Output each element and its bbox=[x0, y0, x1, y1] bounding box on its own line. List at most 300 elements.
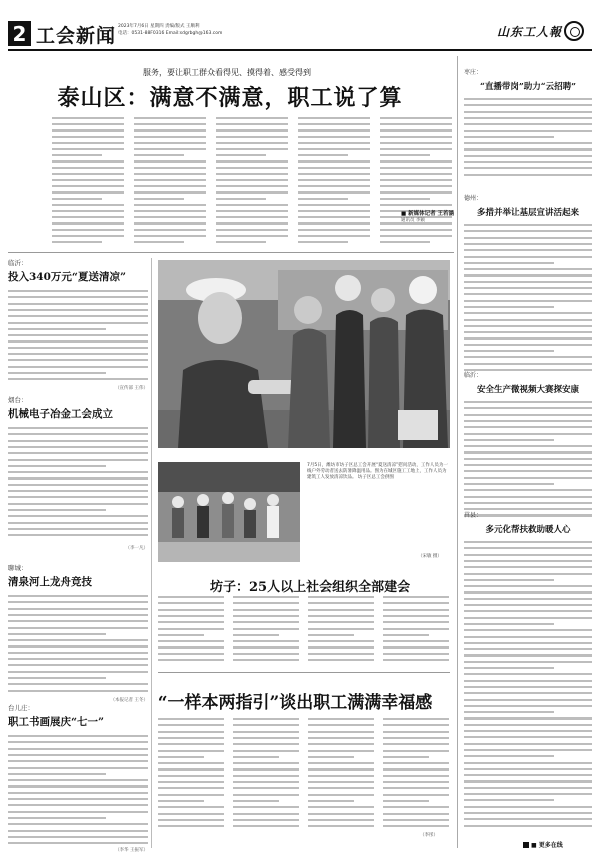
text-line bbox=[52, 148, 124, 150]
text-column bbox=[383, 718, 449, 831]
text-line bbox=[308, 609, 374, 611]
text-line bbox=[383, 737, 449, 739]
text-line bbox=[464, 319, 592, 321]
text-line bbox=[52, 167, 124, 169]
text-line bbox=[233, 750, 299, 752]
text-line bbox=[134, 167, 206, 169]
text-line bbox=[308, 628, 374, 630]
text-line bbox=[8, 353, 148, 355]
text-line bbox=[464, 161, 592, 163]
brief-headline: 机械电子冶金工会成立 bbox=[8, 408, 113, 420]
brief-place: 台儿庄： bbox=[8, 704, 34, 712]
text-line bbox=[464, 680, 592, 682]
text-line bbox=[464, 300, 592, 302]
text-line bbox=[298, 185, 370, 187]
text-line bbox=[464, 414, 592, 416]
text-line bbox=[464, 547, 592, 549]
text-line bbox=[233, 737, 299, 739]
text-line bbox=[380, 198, 430, 200]
brief-body-text bbox=[8, 595, 148, 697]
text-line bbox=[216, 136, 288, 138]
text-line bbox=[8, 315, 148, 317]
text-line bbox=[233, 615, 299, 617]
text-line bbox=[383, 634, 429, 636]
text-line bbox=[383, 615, 449, 617]
square-icon bbox=[523, 842, 529, 848]
text-line bbox=[52, 222, 124, 224]
text-line bbox=[464, 117, 592, 119]
text-line bbox=[233, 634, 279, 636]
text-line bbox=[464, 464, 592, 466]
text-line bbox=[308, 596, 374, 598]
text-line bbox=[383, 640, 449, 642]
text-line bbox=[464, 774, 592, 776]
text-line bbox=[8, 290, 148, 292]
text-line bbox=[383, 653, 449, 655]
text-line bbox=[464, 470, 592, 472]
brief-headline: 投入340万元“夏送清凉” bbox=[8, 271, 126, 283]
text-line bbox=[464, 477, 592, 479]
text-line bbox=[380, 204, 452, 206]
right-brief-linyi-safety bbox=[464, 370, 592, 519]
text-line bbox=[308, 781, 374, 783]
text-line bbox=[464, 325, 592, 327]
text-line bbox=[233, 628, 299, 630]
brief-byline: （宣传部 王伟） bbox=[115, 386, 148, 391]
text-line bbox=[464, 142, 592, 144]
text-line bbox=[134, 185, 206, 187]
text-line bbox=[158, 781, 224, 783]
text-line bbox=[383, 731, 449, 733]
text-line bbox=[380, 191, 452, 193]
right-brief-body-text bbox=[464, 224, 592, 372]
photo-caption: 7月5日，潍坊市坊子区总工会开展“夏送清凉”慰问活动，工作人员为一线户外劳动者送去防暑降温用品。图为在城区施工工地上，工作人员为建筑工人发放清凉饮品。 坊子区总工会供图 bbox=[307, 463, 448, 480]
text-line bbox=[8, 633, 106, 635]
text-line bbox=[134, 179, 206, 181]
text-line bbox=[52, 235, 124, 237]
text-line bbox=[464, 155, 592, 157]
text-line bbox=[216, 241, 266, 243]
workers-photo-drawing bbox=[158, 462, 300, 562]
text-line bbox=[216, 222, 288, 224]
text-line bbox=[464, 123, 592, 125]
text-line bbox=[158, 609, 224, 611]
text-line bbox=[464, 686, 592, 688]
lead-kicker: 服务，要让职工群众看得见、摸得着、感受得到 bbox=[143, 68, 311, 77]
text-line bbox=[8, 452, 148, 454]
right-brief-headline: 安全生产微视频大赛探安康 bbox=[476, 385, 579, 395]
text-line bbox=[233, 621, 299, 623]
text-line bbox=[464, 825, 592, 827]
text-column bbox=[308, 718, 374, 831]
text-line bbox=[134, 229, 206, 231]
text-line bbox=[8, 735, 148, 737]
right-brief-zaozhuang bbox=[464, 67, 592, 180]
lead-body-text bbox=[52, 117, 454, 249]
text-column bbox=[298, 117, 370, 247]
text-line bbox=[216, 160, 288, 162]
text-line bbox=[380, 235, 452, 237]
text-line bbox=[464, 312, 592, 314]
text-line bbox=[380, 129, 452, 131]
text-line bbox=[464, 293, 592, 295]
brief-byline: （本报记者 王冬） bbox=[110, 698, 148, 703]
text-line bbox=[134, 136, 206, 138]
text-line bbox=[464, 136, 554, 138]
text-line bbox=[464, 554, 592, 556]
text-line bbox=[8, 767, 148, 769]
text-line bbox=[380, 148, 452, 150]
text-line bbox=[380, 136, 452, 138]
text-line bbox=[464, 661, 592, 663]
text-line bbox=[464, 356, 592, 358]
text-line bbox=[8, 836, 148, 838]
text-line bbox=[8, 773, 106, 775]
text-line bbox=[464, 433, 592, 435]
text-line bbox=[52, 179, 124, 181]
text-line bbox=[383, 628, 449, 630]
right-brief-headline: 多措并举让基层宣讲活起来 bbox=[476, 208, 579, 218]
text-line bbox=[308, 787, 374, 789]
volunteers-photo bbox=[158, 260, 450, 448]
right-column-divider bbox=[457, 56, 458, 848]
text-line bbox=[298, 167, 370, 169]
text-line bbox=[52, 160, 124, 162]
right-brief-place: 枣庄： bbox=[464, 69, 483, 76]
text-line bbox=[158, 621, 224, 623]
text-line bbox=[216, 210, 288, 212]
bottom-body-text bbox=[158, 718, 450, 850]
text-line bbox=[308, 743, 374, 745]
fangzi-body-text bbox=[158, 596, 450, 668]
left-column-divider bbox=[151, 258, 152, 848]
text-line bbox=[298, 123, 370, 125]
text-line bbox=[216, 229, 288, 231]
text-line bbox=[464, 337, 592, 339]
text-line bbox=[308, 621, 374, 623]
text-line bbox=[464, 598, 592, 600]
text-line bbox=[464, 573, 592, 575]
bottom-story-rule bbox=[158, 672, 450, 673]
text-line bbox=[298, 117, 370, 119]
text-line bbox=[298, 160, 370, 162]
text-line bbox=[464, 736, 592, 738]
text-line bbox=[216, 235, 288, 237]
text-line bbox=[308, 640, 374, 642]
text-line bbox=[464, 623, 554, 625]
text-line bbox=[464, 281, 592, 283]
text-line bbox=[134, 142, 206, 144]
text-line bbox=[308, 775, 374, 777]
text-line bbox=[380, 160, 452, 162]
text-line bbox=[383, 659, 449, 661]
text-line bbox=[380, 117, 452, 119]
brief-yantai bbox=[8, 395, 148, 551]
text-line bbox=[8, 477, 148, 479]
text-line bbox=[158, 640, 224, 642]
text-line bbox=[216, 154, 266, 156]
text-line bbox=[383, 756, 429, 758]
text-line bbox=[380, 167, 452, 169]
lead-byline: ■ 新媒体记者 王若涵 bbox=[401, 211, 455, 217]
union-emblem-icon bbox=[564, 21, 584, 41]
issue-meta bbox=[118, 23, 248, 37]
text-line bbox=[308, 653, 374, 655]
volunteers-photo-drawing bbox=[158, 260, 450, 448]
text-line bbox=[158, 775, 224, 777]
text-line bbox=[8, 427, 148, 429]
text-line bbox=[216, 117, 288, 119]
text-line bbox=[233, 602, 299, 604]
text-line bbox=[464, 489, 592, 491]
text-line bbox=[464, 610, 592, 612]
text-line bbox=[158, 737, 224, 739]
text-line bbox=[233, 743, 299, 745]
text-line bbox=[8, 595, 148, 597]
text-line bbox=[464, 780, 592, 782]
text-line bbox=[134, 235, 206, 237]
text-column bbox=[134, 117, 206, 247]
text-line bbox=[8, 484, 148, 486]
text-line bbox=[134, 117, 206, 119]
text-line bbox=[216, 185, 288, 187]
text-line bbox=[233, 646, 299, 648]
text-line bbox=[158, 762, 224, 764]
text-line bbox=[8, 459, 148, 461]
text-line bbox=[8, 522, 148, 524]
right-brief-place: 临沂： bbox=[464, 372, 483, 379]
text-line bbox=[464, 818, 592, 820]
text-line bbox=[52, 198, 102, 200]
text-line bbox=[8, 503, 148, 505]
text-line bbox=[233, 800, 279, 802]
masthead-rule bbox=[8, 49, 592, 51]
brief-byline: （李华 王振军） bbox=[115, 848, 148, 853]
text-line bbox=[233, 781, 299, 783]
text-line bbox=[464, 249, 592, 251]
text-line bbox=[8, 440, 148, 442]
text-column bbox=[216, 117, 288, 247]
text-line bbox=[158, 659, 224, 661]
text-line bbox=[298, 204, 370, 206]
text-line bbox=[8, 741, 148, 743]
text-line bbox=[233, 640, 299, 642]
text-line bbox=[383, 762, 449, 764]
text-line bbox=[216, 167, 288, 169]
text-line bbox=[8, 798, 148, 800]
more-online-tag bbox=[523, 840, 563, 849]
text-line bbox=[216, 123, 288, 125]
text-line bbox=[216, 142, 288, 144]
text-line bbox=[308, 724, 374, 726]
text-line bbox=[464, 654, 592, 656]
text-line bbox=[383, 781, 449, 783]
bottom-headline: “一样本两指引”谈出职工满满幸福感 bbox=[157, 693, 433, 713]
text-line bbox=[464, 787, 592, 789]
text-line bbox=[52, 136, 124, 138]
text-line bbox=[8, 677, 106, 679]
text-line bbox=[8, 792, 148, 794]
brief-body-text bbox=[8, 290, 148, 385]
text-line bbox=[380, 154, 430, 156]
text-line bbox=[52, 117, 124, 119]
text-line bbox=[464, 420, 592, 422]
text-line bbox=[52, 241, 102, 243]
text-line bbox=[134, 222, 206, 224]
right-brief-place: 莒县： bbox=[464, 512, 483, 519]
text-line bbox=[298, 216, 370, 218]
text-line bbox=[464, 426, 592, 428]
text-line bbox=[134, 216, 206, 218]
text-line bbox=[464, 104, 592, 106]
text-line bbox=[8, 664, 148, 666]
text-line bbox=[464, 667, 554, 669]
workers-photo bbox=[158, 462, 300, 562]
brief-place: 烟台： bbox=[8, 396, 28, 404]
text-line bbox=[464, 148, 592, 150]
text-line bbox=[308, 602, 374, 604]
text-line bbox=[233, 787, 299, 789]
text-line bbox=[233, 762, 299, 764]
text-line bbox=[216, 148, 288, 150]
text-line bbox=[308, 813, 374, 815]
text-line bbox=[464, 730, 592, 732]
text-line bbox=[464, 230, 592, 232]
brief-place: 聊城： bbox=[8, 564, 28, 572]
text-column bbox=[233, 718, 299, 831]
text-line bbox=[134, 191, 206, 193]
text-line bbox=[464, 541, 592, 543]
text-line bbox=[8, 446, 148, 448]
brief-linyi bbox=[8, 258, 148, 391]
text-line bbox=[464, 496, 592, 498]
text-line bbox=[308, 794, 374, 796]
text-line bbox=[216, 173, 288, 175]
text-column bbox=[308, 596, 374, 665]
photo-credit: （宋敏 摄） bbox=[418, 554, 442, 559]
text-line bbox=[380, 173, 452, 175]
right-brief-body-text bbox=[464, 401, 592, 519]
text-line bbox=[298, 173, 370, 175]
text-line bbox=[134, 123, 206, 125]
text-line bbox=[464, 268, 592, 270]
text-line bbox=[8, 359, 148, 361]
text-line bbox=[52, 154, 102, 156]
text-line bbox=[52, 229, 124, 231]
text-line bbox=[464, 585, 592, 587]
text-line bbox=[233, 609, 299, 611]
text-line bbox=[380, 185, 452, 187]
text-line bbox=[308, 615, 374, 617]
text-line bbox=[383, 800, 429, 802]
text-line bbox=[233, 806, 299, 808]
text-line bbox=[464, 483, 554, 485]
text-line bbox=[464, 768, 592, 770]
text-line bbox=[464, 243, 592, 245]
right-brief-headline: 多元化帮扶救助暖人心 bbox=[485, 525, 571, 535]
text-line bbox=[8, 340, 148, 342]
text-column bbox=[380, 117, 455, 247]
text-line bbox=[298, 191, 370, 193]
text-line bbox=[298, 222, 370, 224]
text-line bbox=[158, 768, 224, 770]
text-line bbox=[233, 775, 299, 777]
text-line bbox=[464, 591, 592, 593]
text-line bbox=[464, 407, 592, 409]
text-line bbox=[8, 509, 106, 511]
text-line bbox=[464, 604, 592, 606]
text-line bbox=[464, 743, 592, 745]
text-line bbox=[380, 142, 452, 144]
issue-meta-date: 2023年7月6日 星期四 责编/版式 王顺利 bbox=[118, 24, 200, 29]
text-line bbox=[464, 262, 554, 264]
text-line bbox=[8, 378, 148, 380]
text-line bbox=[464, 566, 592, 568]
text-line bbox=[464, 502, 592, 504]
text-line bbox=[134, 204, 206, 206]
text-line bbox=[8, 830, 148, 832]
text-line bbox=[8, 620, 148, 622]
text-line bbox=[158, 756, 204, 758]
brief-headline: 清泉河上龙舟竞技 bbox=[8, 576, 92, 588]
text-line bbox=[464, 451, 592, 453]
text-line bbox=[8, 515, 148, 517]
text-line bbox=[464, 560, 592, 562]
text-line bbox=[233, 718, 299, 720]
text-line bbox=[380, 229, 452, 231]
page-number: 2 bbox=[8, 21, 31, 46]
text-line bbox=[8, 785, 148, 787]
text-line bbox=[464, 331, 592, 333]
text-line bbox=[134, 210, 206, 212]
text-line bbox=[8, 347, 148, 349]
text-line bbox=[464, 642, 592, 644]
text-line bbox=[134, 160, 206, 162]
text-line bbox=[134, 148, 206, 150]
text-line bbox=[298, 148, 370, 150]
text-line bbox=[158, 615, 224, 617]
text-line bbox=[158, 653, 224, 655]
text-line bbox=[8, 614, 148, 616]
right-brief-body-text bbox=[464, 541, 592, 831]
text-line bbox=[158, 743, 224, 745]
brief-taierzhuang bbox=[8, 703, 148, 853]
text-line bbox=[464, 717, 592, 719]
text-line bbox=[383, 768, 449, 770]
text-line bbox=[233, 653, 299, 655]
text-column bbox=[233, 596, 299, 665]
text-line bbox=[383, 646, 449, 648]
brief-body-text bbox=[8, 427, 148, 545]
right-brief-juxian bbox=[464, 510, 592, 831]
issue-meta-contact: 电话：0531-88F0316 Email:sdgrbgh@163.com bbox=[118, 31, 223, 36]
text-line bbox=[8, 366, 148, 368]
text-line bbox=[464, 793, 592, 795]
text-line bbox=[308, 806, 374, 808]
text-line bbox=[216, 191, 288, 193]
text-line bbox=[308, 750, 374, 752]
text-line bbox=[134, 129, 206, 131]
text-line bbox=[298, 241, 348, 243]
text-line bbox=[308, 646, 374, 648]
text-line bbox=[134, 154, 184, 156]
text-line bbox=[233, 659, 299, 661]
text-line bbox=[216, 204, 288, 206]
text-line bbox=[464, 274, 592, 276]
text-line bbox=[158, 794, 224, 796]
text-line bbox=[158, 731, 224, 733]
text-line bbox=[216, 198, 266, 200]
